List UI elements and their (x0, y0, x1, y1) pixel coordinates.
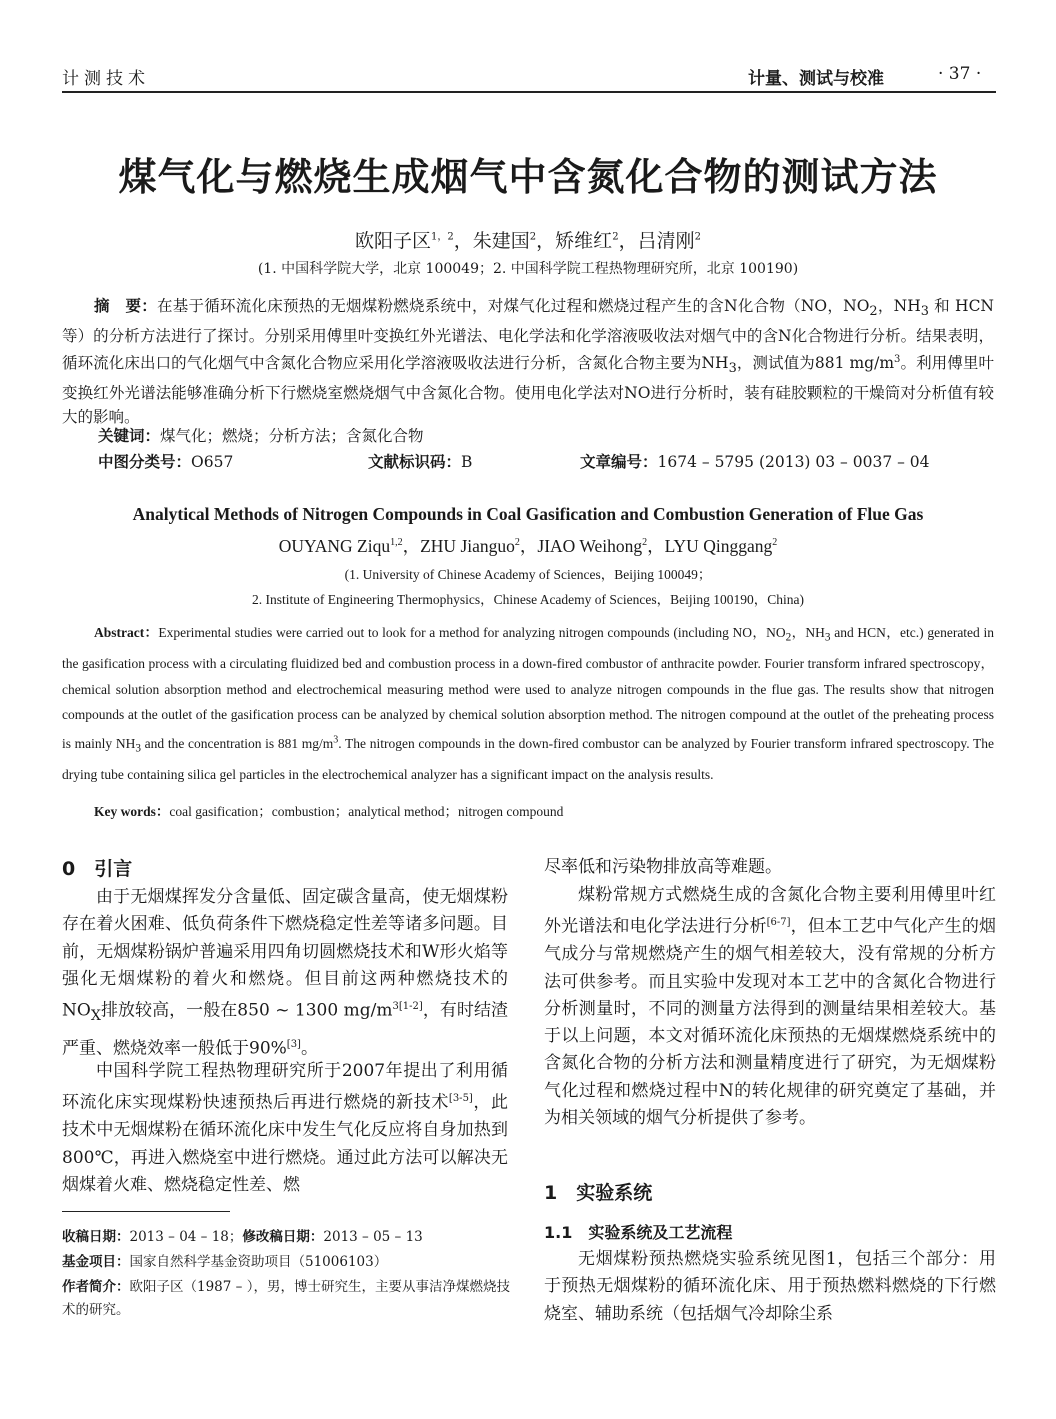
doc-value: B (461, 453, 473, 471)
clc-label: 中图分类号： (98, 453, 192, 471)
keywords-en (94, 800, 563, 820)
abstract-cn-text: 在基于循环流化床预热的无烟煤粉燃烧系统中，对煤气化过程和燃烧过程产生的含N化合物（NO，$NO_2$，$NH_3$ 和 HCN 等）的分析方法进行了探讨。分别采用傅里叶变换红外光谱法、电化学法和化学溶液吸收法对烟气中的含N化合物进行分析。结果表明，循环流化床出口的气化烟气中含氮化合物应采用化学溶液吸收法进行分析，含氮化合物主要为$NH_3$，测试值为881 $mg/m^3$。利用傅里叶变换红外光谱法能够准确分析下行燃烧室燃烧烟气中含氮化合物。使用电化学法对NO进行分析时，装有硅胶颗粒的干燥筒对分析值有较大的影响。 (62, 297, 994, 427)
authors-en: OUYANG Ziqu$^{1,2}$，ZHU Jianguo$^2$，JIAO Weihong$^2$，LYU Qinggang$^2$ (278, 536, 778, 556)
keywords-en-label: Key words： (94, 804, 170, 819)
abstract-cn-label: 摘 要： (94, 297, 158, 315)
keywords-cn (98, 424, 424, 446)
intro-paragraph-3: 煤粉常规方式燃烧生成的含氮化合物主要利用傅里叶红外光谱法和电化学法进行分析[6-7]，但本工艺中气化产生的烟气成分与常规燃烧产生的烟气相差较大，没有常规的分析方法可供参考。而且实验中发现对本工艺中的含氮化合物进行分析测量时，不同的测量方法得到的测量结果相差较大。基于以上问题，本文对循环流化床预热的无烟煤燃烧系统中的含氮化合物的分析方法和测量精度进行了研究，为无烟煤粉气化过程和燃烧过程中N的转化规律的研究奠定了基础，并为相关领域的烟气分析提供了参考。 (544, 885, 997, 1129)
paper-title-en: Analytical Methods of Nitrogen Compounds in Coal Gasification and Combustion Generation of Flue Gas (132, 504, 924, 524)
keywords-cn-label: 关键词： (98, 427, 161, 445)
footnote-funding (62, 1251, 514, 1274)
affiliation-en-2: 2. Institute of Engineering Thermophysics，Chinese Academy of Sciences，Beijing 100190，China) (251, 592, 805, 607)
author-bio-label: 作者简介： (62, 1279, 130, 1295)
doc-label: 文献标识码： (368, 453, 462, 471)
footnote-rule (62, 1211, 230, 1212)
abstract-en-label: Abstract： (94, 625, 159, 640)
document-code (368, 450, 472, 472)
abstract-en-text: Experimental studies were carried out to look for a method for analyzing nitrogen compounds (including NO，$NO_2$，$NH_3$ and HCN，etc.) generated in the gasification process with a circulating fluidized bed and combustion process in a down-fired combustor of anthracite powder. Fourier transform infrared spectroscopy，chemical solution absorption method and electrochemical measuring method were used to analyze nitrogen compounds in the flue gas. The results show that nitrogen compounds at the outlet of the gasification process can be analyzed by chemical solution absorption method. The nitrogen compound at the outlet of the preheating process is mainly $NH_3$ and the concentration is 881 $mg/m^3$. The nitrogen compounds in the down-fired combustor can be analyzed by Fourier transform infrared spectroscopy. The drying tube containing silica gel particles in the electrochemical analyzer has a significant impact on the analysis results. (62, 625, 994, 783)
funding-label: 基金项目： (62, 1254, 130, 1270)
journal-name: 计测技术 (62, 69, 150, 89)
intro-paragraph-2-continued: 尽率低和污染物排放高等难题。 (544, 857, 782, 877)
paper-title-cn: 煤气化与燃烧生成烟气中含氮化合物的测试方法 (118, 155, 938, 199)
received-date: 2013 – 04 – 18； (129, 1229, 243, 1245)
header-rule (62, 91, 996, 93)
keywords-en-text: coal gasification；combustion；analytical method；nitrogen compound (169, 804, 564, 819)
section-1-heading: 1 实验系统 (544, 1182, 653, 1204)
section-1-1-paragraph: 无烟煤粉预热燃烧实验系统见图1，包括三个部分：用于预热无烟煤粉的循环流化床、用于预热燃料燃烧的下行燃烧室、辅助系统（包括烟气冷却除尘系 (544, 1249, 996, 1324)
intro-paragraph-1: 由于无烟煤挥发分含量低、固定碳含量高，使无烟煤粉存在着火困难、低负荷条件下燃烧稳定性差等诸多问题。目前，无烟煤粉锅炉普遍采用四角切圆燃烧技术和W形火焰等强化无烟煤粉的着火和燃烧。但目前这两种燃烧技术的$NO_X$排放较高，一般在850 ~ 1300 $mg/m^{3[1-2]}$，有时结渣严重、燃烧效率一般低于90%[3]。 (62, 887, 508, 1059)
keywords-cn-text: 煤气化；燃烧；分析方法；含氮化合物 (160, 427, 424, 445)
section-0-heading: 0 引言 (62, 858, 133, 880)
article-label: 文章编号： (580, 453, 658, 471)
footnote-dates (62, 1226, 514, 1249)
received-label: 收稿日期： (62, 1229, 130, 1245)
abstract-en (62, 620, 994, 788)
journal-section: 计量、测试与校准 (748, 69, 884, 89)
revised-date: 2013 – 05 – 13 (323, 1229, 423, 1245)
clc-number (98, 450, 233, 472)
abstract-cn (62, 294, 994, 429)
article-value: 1674 – 5795 (2013) 03 – 0037 – 04 (657, 453, 930, 471)
clc-value: O657 (191, 453, 234, 471)
page-number: · 37 · (938, 64, 982, 84)
footnote-author (62, 1276, 514, 1322)
intro-paragraph-2: 中国科学院工程热物理研究所于2007年提出了利用循环流化床实现煤粉快速预热后再进行燃烧的新技术[3-5]，此技术中无烟煤粉在循环流化床中发生气化反应将自身加热到800℃，再进入燃烧室中进行燃烧。通过此方法可以解决无烟煤着火难、燃烧稳定性差、燃 (62, 1061, 509, 1195)
revised-label: 修改稿日期： (242, 1229, 324, 1245)
affiliations-cn: (1. 中国科学院大学，北京 100049；2. 中国科学院工程热物理研究所，北京 100190) (257, 261, 799, 277)
affiliation-en-1: (1. University of Chinese Academy of Sciences，Beijing 100049； (344, 567, 712, 582)
article-number (580, 450, 930, 472)
author-bio-text: 欧阳子区（1987 – ），男，博士研究生，主要从事洁净煤燃烧技术的研究。 (62, 1279, 510, 1318)
funding-text: 国家自然科学基金资助项目（51006103） (129, 1254, 388, 1270)
section-1-1-heading: 1.1 实验系统及工艺流程 (544, 1223, 733, 1242)
authors-cn: 欧阳子区$^{1,2}$，朱建国$^2$，矫维红$^2$，吕清刚$^2$ (355, 230, 701, 252)
